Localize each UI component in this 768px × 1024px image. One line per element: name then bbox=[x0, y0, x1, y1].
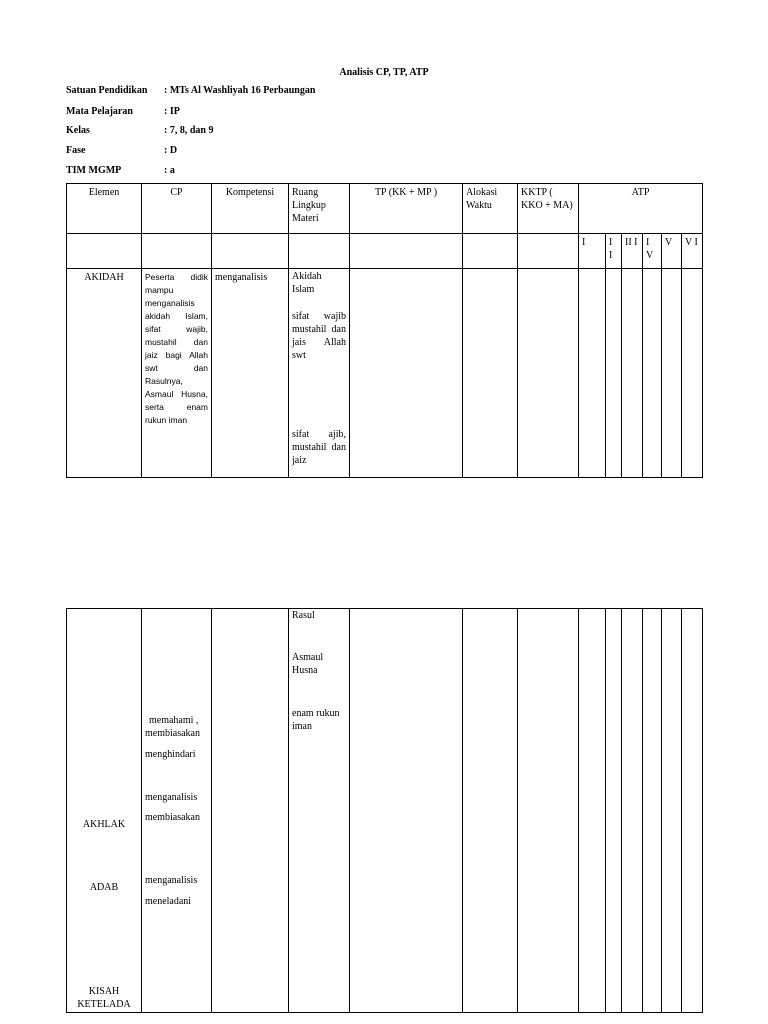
empty-cell bbox=[350, 609, 463, 1013]
meta-value: : D bbox=[164, 145, 178, 156]
empty-cell bbox=[463, 609, 518, 1013]
empty-cell bbox=[463, 234, 518, 269]
subheader-row bbox=[67, 234, 703, 269]
empty-cell bbox=[682, 269, 703, 478]
header-alokasi: Alokasi Waktu bbox=[463, 184, 518, 234]
materi-continued-cell bbox=[289, 609, 350, 1013]
header-kompetensi: Kompetensi bbox=[212, 184, 289, 234]
header-ruang-lingkup: Ruang Lingkup Materi bbox=[289, 184, 350, 234]
empty-cell bbox=[682, 609, 703, 1013]
cp-memahami: memahami , membiasakan bbox=[145, 715, 200, 739]
cp-menganalisis-1: menganalisis bbox=[145, 792, 198, 803]
elemen-akhlak: AKHLAK bbox=[82, 819, 126, 830]
row-akidah bbox=[67, 269, 703, 478]
empty-cell bbox=[518, 234, 579, 269]
meta-label: TIM MGMP bbox=[66, 165, 122, 176]
cp-menganalisis-2: menganalisis bbox=[145, 875, 198, 886]
cp-membiasakan: membiasakan bbox=[145, 812, 200, 823]
empty-cell bbox=[289, 234, 350, 269]
empty-cell bbox=[142, 234, 212, 269]
empty-cell bbox=[212, 609, 289, 1013]
empty-cell bbox=[643, 269, 662, 478]
empty-cell bbox=[579, 609, 606, 1013]
empty-cell bbox=[463, 269, 518, 478]
document-title: Analisis CP, TP, ATP bbox=[339, 67, 429, 78]
header-atp: ATP bbox=[579, 184, 703, 234]
header-elemen: Elemen bbox=[67, 184, 142, 234]
elemen-continued-cell bbox=[67, 609, 142, 1013]
empty-cell bbox=[606, 269, 622, 478]
atp-col-5: V bbox=[662, 234, 682, 269]
materi-asmaul-husna: Asmaul Husna bbox=[292, 652, 324, 676]
cp-meneladani: meneladani bbox=[145, 896, 192, 907]
atp-col-2: I I bbox=[606, 234, 622, 269]
meta-label: Mata Pelajaran bbox=[66, 106, 133, 117]
materi-rukun-iman: enam rukun iman bbox=[292, 708, 340, 732]
empty-cell bbox=[67, 234, 142, 269]
empty-cell bbox=[212, 234, 289, 269]
empty-cell bbox=[643, 609, 662, 1013]
elemen-adab: ADAB bbox=[89, 882, 119, 893]
meta-label: Fase bbox=[66, 145, 86, 156]
meta-label: Satuan Pendidikan bbox=[66, 85, 148, 96]
materi-akidah-islam: Akidah Islam bbox=[292, 271, 322, 295]
empty-cell bbox=[622, 269, 643, 478]
empty-cell bbox=[662, 609, 682, 1013]
empty-cell bbox=[518, 269, 579, 478]
empty-cell bbox=[579, 269, 606, 478]
atp-col-6: V I bbox=[682, 234, 703, 269]
cp-menghindari: menghindari bbox=[145, 749, 196, 760]
atp-col-3: II I bbox=[622, 234, 643, 269]
analysis-table-continued bbox=[66, 608, 703, 1013]
empty-cell bbox=[622, 609, 643, 1013]
elemen-kisah: KISAH KETELADA bbox=[77, 986, 131, 1010]
meta-value: : IP bbox=[164, 106, 180, 117]
meta-value: : 7, 8, dan 9 bbox=[164, 125, 214, 136]
meta-value: : MTs Al Washliyah 16 Perbaungan bbox=[164, 85, 316, 96]
materi-sifat-rasul: sifat ajib, mustahil dan jaiz bbox=[292, 429, 346, 466]
empty-cell bbox=[518, 609, 579, 1013]
atp-col-4: I V bbox=[643, 234, 662, 269]
materi-rasul: Rasul bbox=[292, 610, 315, 621]
header-cp: CP bbox=[142, 184, 212, 234]
meta-value: : a bbox=[164, 165, 175, 176]
empty-cell bbox=[350, 269, 463, 478]
header-row bbox=[67, 184, 703, 234]
cp-continued-cell bbox=[142, 609, 212, 1013]
elemen-akidah: AKIDAH bbox=[67, 269, 142, 478]
atp-col-1: I bbox=[579, 234, 606, 269]
row-continued bbox=[67, 609, 703, 1013]
meta-label: Kelas bbox=[66, 125, 90, 136]
kompetensi-akidah: menganalisis bbox=[212, 269, 289, 478]
analysis-table bbox=[66, 183, 703, 478]
header-kktp: KKTP ( KKO + MA) bbox=[518, 184, 579, 234]
empty-cell bbox=[662, 269, 682, 478]
header-tp: TP (KK + MP ) bbox=[350, 184, 463, 234]
materi-sifat-allah: sifat wajib mustahil dan jais Allah swt bbox=[292, 311, 346, 361]
empty-cell bbox=[350, 234, 463, 269]
cp-akidah: Peserta didik mampu menganalisis akidah Islam, sifat wajib, mustahil dan jaiz bagi Allah swt dan Rasulnya, Asmaul Husna, serta enam rukun iman bbox=[142, 269, 212, 478]
empty-cell bbox=[606, 609, 622, 1013]
materi-akidah-cell bbox=[289, 269, 350, 478]
